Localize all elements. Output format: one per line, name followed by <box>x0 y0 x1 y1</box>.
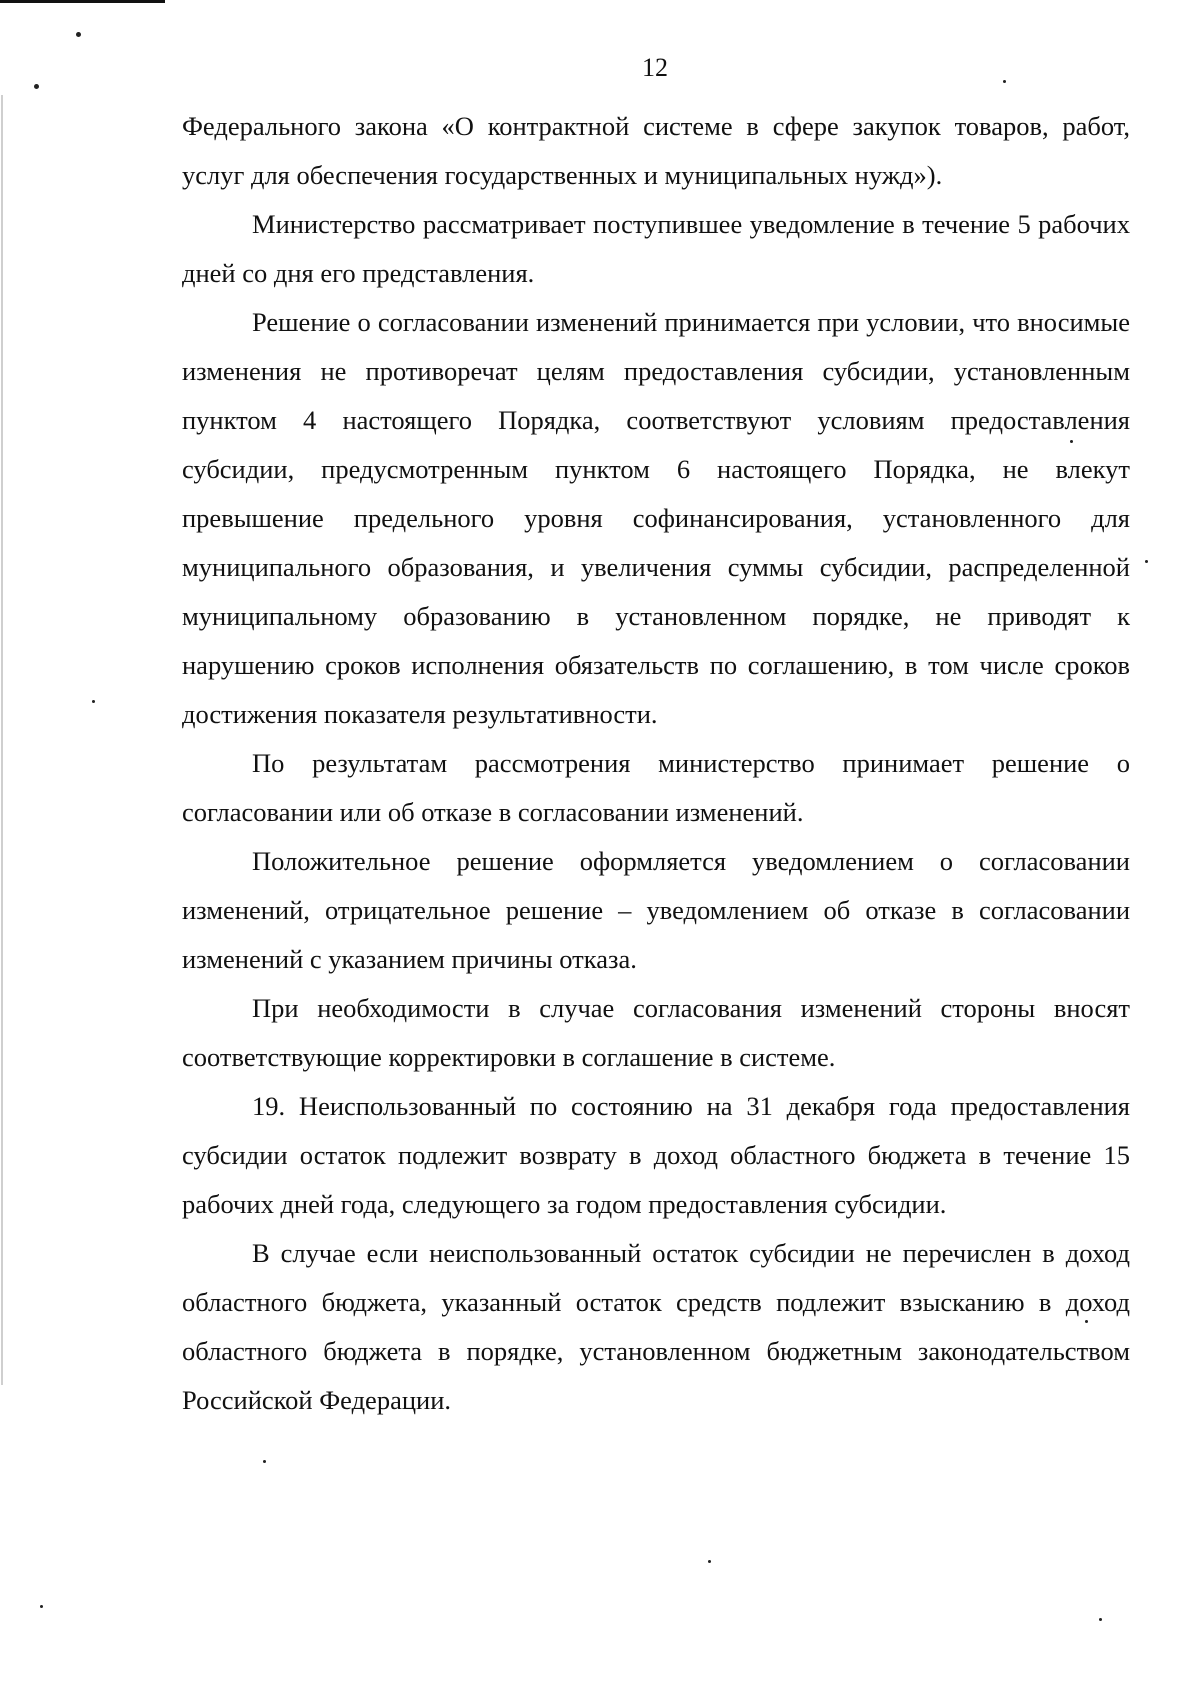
paragraph: По результатам рассмотрения министерство принимает решение о согласовании или об отказе в согласовании изменений. <box>182 748 1130 827</box>
page-number: 12 <box>642 53 668 82</box>
scan-speck <box>40 1605 43 1608</box>
paragraph: 19. Неиспользованный по состоянию на 31 декабря года предоставления субсидии остаток подлежит возврату в доход областного бюджета в течение 15 рабочих дней года, следующего за годом предоставления субсидии. <box>182 1091 1130 1219</box>
paragraph: Положительное решение оформляется уведомлением о согласовании изменений, отрицательное решение – уведомлением об отказе в согласовании изменений с указанием причины отказа. <box>182 846 1130 974</box>
scan-speck <box>1145 560 1148 563</box>
document-body <box>182 102 1130 1425</box>
scan-speck <box>92 700 95 703</box>
scan-speck <box>708 1560 711 1563</box>
scan-edge-line <box>0 0 165 3</box>
scan-margin-shadow <box>1 95 3 1385</box>
paragraph: В случае если неиспользованный остаток субсидии не перечислен в доход областного бюджета, указанный остаток средств подлежит взысканию в доход областного бюджета в порядке, установленном бюджетным законодательством Российской Федерации. <box>182 1238 1130 1415</box>
scan-speck <box>76 32 81 37</box>
scan-speck <box>263 1460 266 1463</box>
paragraph: При необходимости в случае согласования изменений стороны вносят соответствующие корректировки в соглашение в системе. <box>182 993 1130 1072</box>
paragraph: Федерального закона «О контрактной системе в сфере закупок товаров, работ, услуг для обеспечения государственных и муниципальных нужд»). <box>182 111 1130 190</box>
scan-speck <box>34 84 39 89</box>
paragraph: Министерство рассматривает поступившее уведомление в течение 5 рабочих дней со дня его представления. <box>182 209 1130 288</box>
paragraph: Решение о согласовании изменений принимается при условии, что вносимые изменения не противоречат целям предоставления субсидии, установленным пунктом 4 настоящего Порядка, соответствуют условиям предоставления субсидии, предусмотренным пунктом 6 настоящего Порядка, не влекут превышение предельного уровня софинансирования, установленного для муниципального образования, и увеличения суммы субсидии, распределенной муниципальному образованию в установленном порядке, не приводят к нарушению сроков исполнения обязательств по соглашению, в том числе сроков достижения показателя результативности. <box>182 307 1130 729</box>
scan-speck <box>1099 1618 1102 1621</box>
